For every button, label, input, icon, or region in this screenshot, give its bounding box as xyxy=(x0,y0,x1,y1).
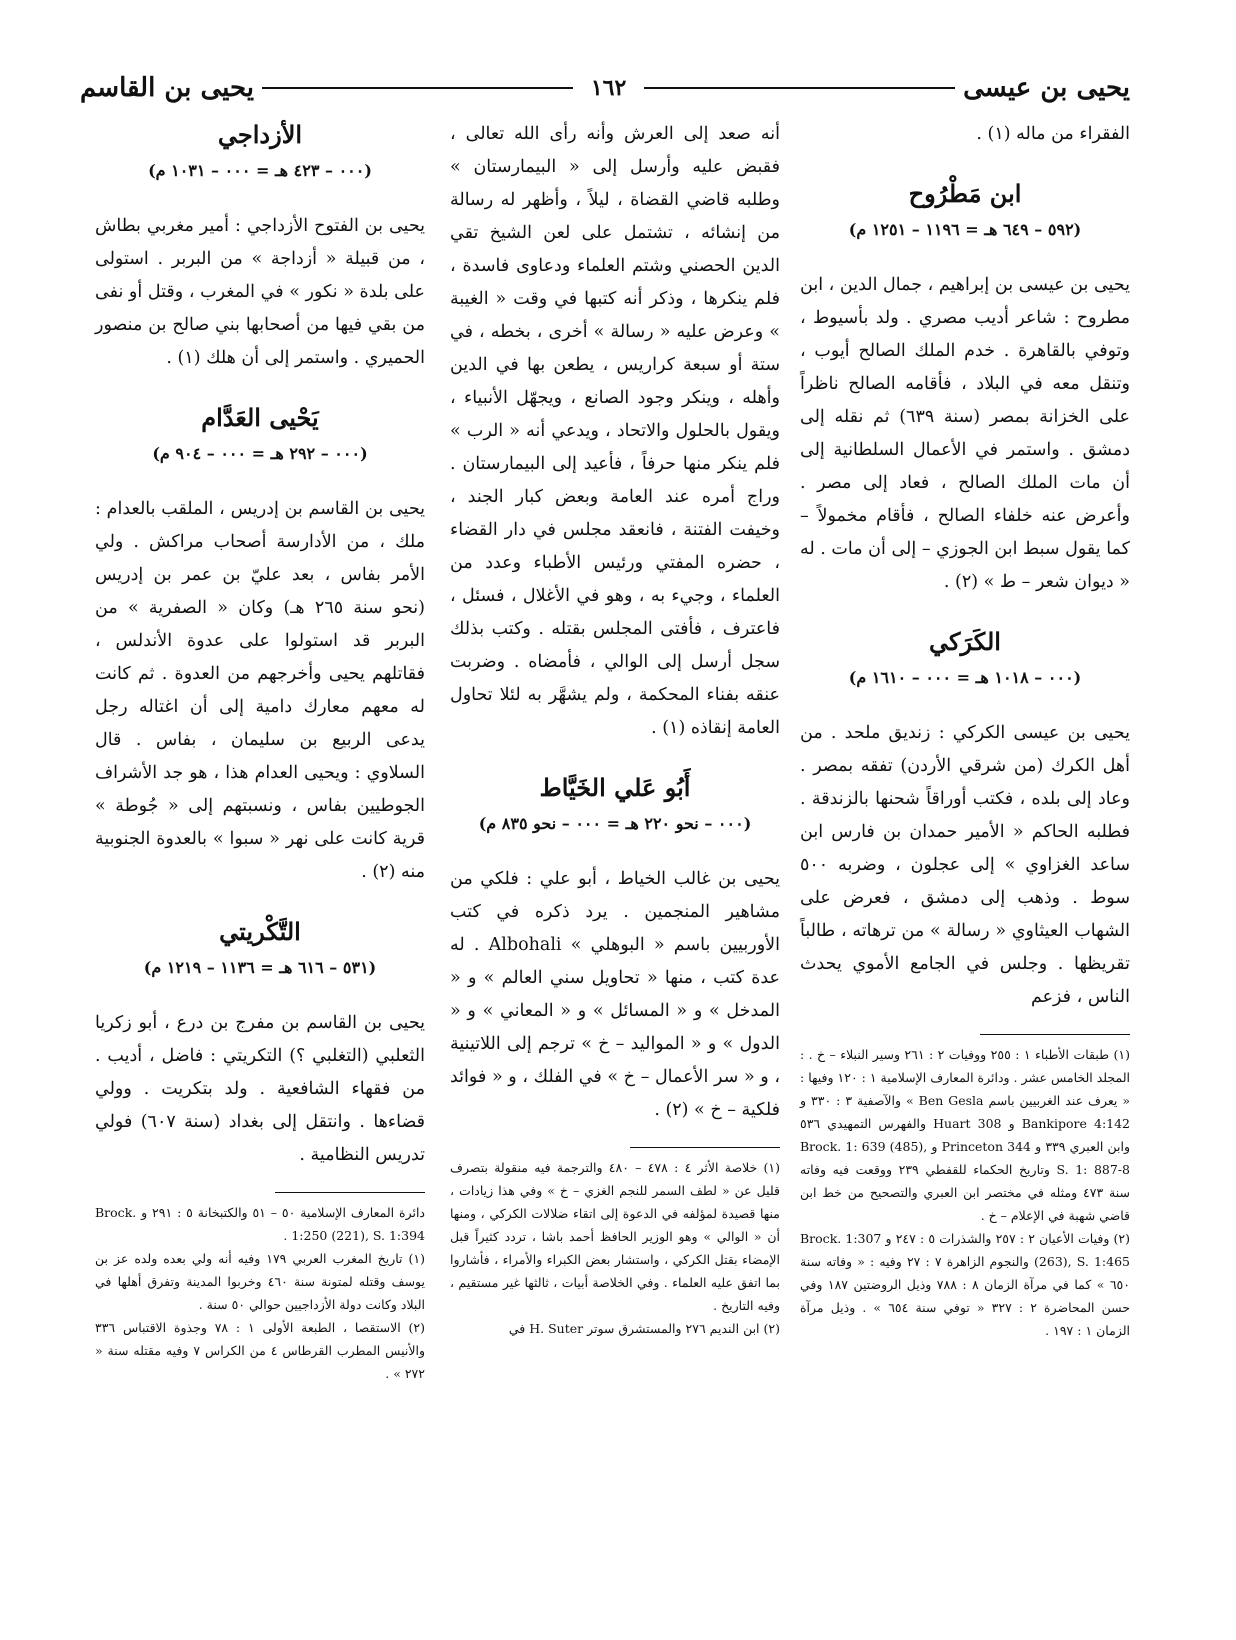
footnote: (٢) الاستقصا ، الطبعة الأولى ١ : ٧٨ وجذوة الاقتباس ٣٣٦ والأنيس المطرب القرطاس ٤ من الكراس ٧ وفيه مقتله سنة « ٢٧٢ » . xyxy=(95,1320,425,1381)
entry-dates: (٥٣١ – ٦١٦ هـ = ١١٣٦ – ١٢١٩ م) xyxy=(143,958,377,977)
entry-title: الكَرَكي xyxy=(929,627,1001,656)
page-number: ١٦٢ xyxy=(590,75,627,101)
entry-dates: (٠٠٠ – ٤٢٣ هـ = ٠٠٠ – ١٠٣١ م) xyxy=(148,161,372,180)
entry-body: يحيى بن الفتوح الأزداجي : أمير مغربي بطاش ، من قبيلة « أزداجة » من البربر . استولى على بلدة « نكور » في المغرب ، وقتل أو نفى من بقي فيها من أصحابها بني صالح بن منصور الحميري . واستمر إلى أن هلك (١) . xyxy=(95,216,425,368)
header-rule-right xyxy=(644,87,955,89)
entry-dates: (٠٠٠ – نحو ٢٢٠ هـ = ٠٠٠ – نحو ٨٣٥ م) xyxy=(478,814,752,833)
footnote-rule xyxy=(980,1034,1130,1035)
entry-body: يحيى بن عيسى الكركي : زنديق ملحد . من أهل الكرك (من شرقي الأردن) تفقه بمصر . وعاد إلى بلده ، فكتب أوراقاً شحنها بالزندقة . فطلبه الحاكم « الأمير حمدان بن فارس ابن ساعد الغزاوي » إلى عجلون ، وضربه ٥٠٠ سوط . وذهب إلى دمشق ، فعرض على الشهاب العيثاوي « رسالة » من ترهاته ، طالباً تقريظها . وجلس في الجامع الأموي يحدث الناس ، فزعم xyxy=(800,723,1130,1007)
footnote-rule xyxy=(630,1147,780,1148)
entry-dates: (٠٠٠ – ١٠١٨ هـ = ٠٠٠ – ١٦١٠ م) xyxy=(848,668,1082,687)
footnote: (١) تاريخ المغرب العربي ١٧٩ وفيه أنه ولي بعده ولده عز بن يوسف وقتله لمتونة سنة ٤٦٠ وخربوا المدينة وتفرق أهلها في البلاد وكانت دولة الأزداجيين حوالي ٥٠ سنة . xyxy=(95,1251,425,1312)
running-head-right: يحيى بن عيسى xyxy=(963,73,1130,103)
entry-body: يحيى بن القاسم بن مفرج بن درع ، أبو زكريا الثعلبي (التغلبي ؟) التكريتي : فاضل ، أديب . من فقهاء الشافعية . ولد بتكريت . وولي قضاءها . وانتقل إلى بغداد (سنة ٦٠٧) فولي تدريس النظامية . xyxy=(95,1013,425,1165)
running-head-left: يحيى بن القاسم xyxy=(80,73,254,103)
column-left xyxy=(95,118,425,1385)
entry-body: يحيى بن غالب الخياط ، أبو علي : فلكي من مشاهير المنجمين . يرد ذكره في كتب الأوربيين باسم « البوهلي » Albohali . له عدة كتب ، منها « تحاويل سني العالم » و « المدخل » و « المسائل » و « المعاني » و « الدول » و « المواليد – خ » ترجم إلى اللاتينية ، و « سر الأعمال – خ » في الفلك ، و « فوائد فلكية – خ » (٢) . xyxy=(450,869,780,1120)
entry-body: يحيى بن عيسى بن إبراهيم ، جمال الدين ، ابن مطروح : شاعر أديب مصري . ولد بأسيوط ، وتوفي بالقاهرة . خدم الملك الصالح أيوب ، وتنقل معه في البلاد ، فأقامه الصالح ناظراً على الخزانة بمصر (سنة ٦٣٩) ثم نقله إلى دمشق . واستمر في الأعمال السلطانية إلى أن مات الملك الصالح ، فعاد إلى مصر . وأعرض عنه خلفاء الصالح ، فأقام مخمولاً – كما يقول سبط ابن الجوزي – إلى أن مات . له « ديوان شعر – ط » (٢) . xyxy=(800,275,1130,592)
column-middle xyxy=(450,118,780,1340)
footnote: دائرة المعارف الإسلامية ٥٠ – ٥١ والكتبخانة ٥ : ٢٩١ و Brock. 1:250 (221), S. 1:394 . xyxy=(95,1205,425,1243)
entry-dates: (٥٩٢ – ٦٤٩ هـ = ١١٩٦ – ١٢٥١ م) xyxy=(848,220,1082,239)
entry-title: الأزداجي xyxy=(217,120,303,149)
running-head xyxy=(80,68,1130,108)
header-rule-left xyxy=(262,87,573,89)
entry-title: يَحْيى العَدَّام xyxy=(201,403,319,432)
footnote: (٢) ابن النديم ٢٧٦ والمستشرق سوتر H. Suter في xyxy=(508,1321,780,1336)
column-right xyxy=(800,118,1130,1342)
footnote-rule xyxy=(275,1192,425,1193)
footnote: (١) طبقات الأطباء ١ : ٢٥٥ ووفيات ٢ : ٢٦١ وسير النبلاء – خ . : المجلد الخامس عشر . ودائرة المعارف الإسلامية ١ : ١٢٠ وفيها : « يعرف عند الغربيين باسم Ben Gesla » والآصفية ٣ : ٣٣٠ و Bankipore 4:142 و Huart 308 والفهرس التمهيدي ٥٣٦ وابن العبري ٣٣٩ و Princeton 344 و Brock. 1: 639 (485), S. 1: 887-8 وتاريخ الحكماء للقفطي ٢٣٩ ووقعت فيه وفاته سنة ٤٧٣ ومثله في مختصر ابن العبري والتصحيح من خط ابن قاضي شهبة في الإعلام – خ . xyxy=(800,1047,1131,1223)
footnote: (٢) وفيات الأعيان ٢ : ٢٥٧ والشذرات ٥ : ٢٤٧ و Brock. 1:307 (263), S. 1:465 والنجوم الزاهرة ٧ : ٢٧ وفيه : « وفاته سنة ٦٥٠ » كما في مرآة الزمان ٨ : ٧٨٨ وذيل الروضتين ١٨٧ وفي حسن المحاضرة ٢ : ٣٢٧ « توفي سنة ٦٥٤ » . وذيل مرآة الزمان ١ : ١٩٧ . xyxy=(800,1231,1130,1338)
entry-title: ابن مَطْرُوح xyxy=(908,179,1022,208)
entry-title: أَبُو عَلي الخَيَّاط xyxy=(539,773,691,802)
entry-dates: (٠٠٠ – ٢٩٢ هـ = ٠٠٠ – ٩٠٤ م) xyxy=(152,444,368,463)
continued-text: أنه صعد إلى العرش وأنه رأى الله تعالى ، فقبض عليه وأرسل إلى « البيمارستان » وطلبه قاضي القضاة ، ليلاً ، وأظهر له رسالة من إنشائه ، تشتمل على لعن الشيخ تقي الدين الحصني وشتم العلماء ودعاوى فاسدة ، فلم ينكرها ، وذكر أنه كتبها في وقت « الغيبة » وعرض عليه « رسالة » أخرى ، بخطه ، في ستة أو سبعة كراريس ، يطعن بها في الدين وأهله ، وينكر وجود الصانع ، ويجهّل الأنبياء ، ويقول بالحلول والاتحاد ، ويدعي أنه « الرب » فلم ينكر منها حرفاً ، فأعيد إلى البيمارستان . وراج أمره عند العامة وبعض كبار الجند ، وخيفت الفتنة ، فانعقد مجلس في دار القضاء ، حضره المفتي ورئيس الأطباء وعدد من العلماء ، وجيء به ، وهو في الأغلال ، فسئل ، فاعترف ، فأفتى المجلس بقتله . وكتب بذلك سجل أرسل إلى الوالي ، فأمضاه . وضربت عنقه بفناء المحكمة ، ولم يشهَّر به لئلا تحاول العامة إنقاذه (١) . xyxy=(450,124,780,738)
entry-body: يحيى بن القاسم بن إدريس ، الملقب بالعدام : ملك ، من الأدارسة أصحاب مراكش . ولي الأمر بفاس ، بعد عليّ بن عمر بن إدريس (نحو سنة ٢٦٥ هـ) وكان « الصفرية » من البربر قد استولوا على عدوة الأندلس ، فقاتلهم يحيى وأخرجهم من العدوة . ثم كانت له معهم معارك دامية إلى أن اغتاله رجل يدعى الربيع بن سليمان ، بفاس . قال السلاوي : ويحيى العدام هذا ، هو جد الأشراف الجوطيين بفاس ، ونسبتهم إلى « جُوطة » قرية كانت على نهر « سبوا » بالعدوة الجنوبية منه (٢) . xyxy=(95,499,425,882)
footnote: (١) خلاصة الأثر ٤ : ٤٧٨ – ٤٨٠ والترجمة فيه منقولة بتصرف قليل عن « لطف السمر للنجم الغزي – خ » وفي هذا زيادات ، منها قصيدة لمؤلفه في الدعوة إلى اتقاء ضلالات الكركي ، ومنها أن « الوالي » وهو الوزير الحافظ أحمد باشا ، تردد كثيراً قبل الإمضاء بقتل الكركي ، واستشار بعض الكبراء والأمراء ، فأشاروا بما اتفق عليه العلماء . وفي الخلاصة أبيات ، ثالثها غير مستقيم ، وفيه التاريخ . xyxy=(450,1160,780,1313)
continued-text: الفقراء من ماله (١) . xyxy=(976,124,1130,144)
entry-title: التَّكْريتي xyxy=(219,917,301,946)
